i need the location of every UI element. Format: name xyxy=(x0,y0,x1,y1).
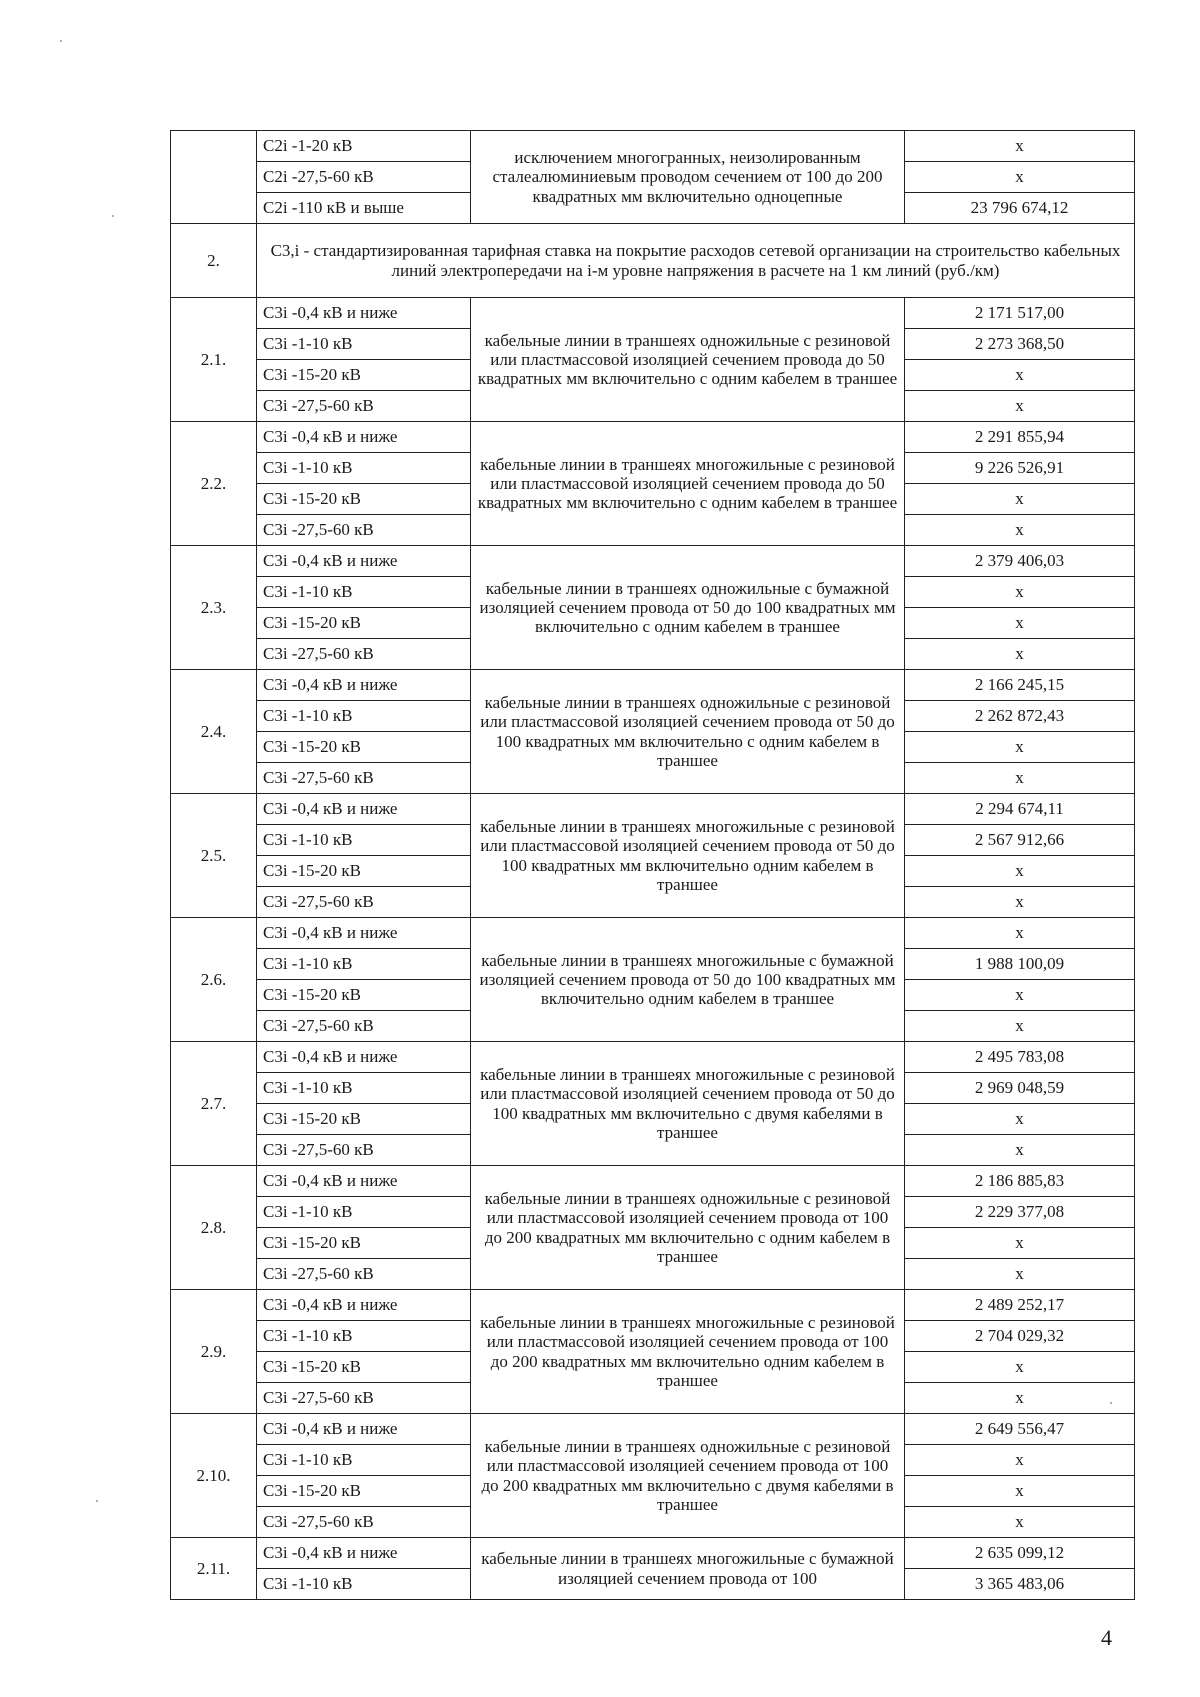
table-row xyxy=(171,422,1135,453)
line-description-cell: кабельные линии в траншеях многожильные с резиновой или пластмассовой изоляцией сечением провода от 100 до 200 квадратных мм включительно одним кабелем в траншее xyxy=(471,1290,905,1414)
rate-value-cell: x xyxy=(905,1104,1135,1135)
rate-value-cell: 2 273 368,50 xyxy=(905,329,1135,360)
rate-code-cell: C2i -110 кВ и выше xyxy=(257,193,471,224)
table-row xyxy=(171,794,1135,825)
rate-code-cell: C3i -0,4 кВ и ниже xyxy=(257,1290,471,1321)
scan-speck xyxy=(112,215,114,217)
page-number: 4 xyxy=(1101,1625,1112,1650)
table-row xyxy=(171,918,1135,949)
rate-value-cell: 2 171 517,00 xyxy=(905,298,1135,329)
rate-code-cell: C2i -27,5-60 кВ xyxy=(257,162,471,193)
line-description-cell: кабельные линии в траншеях одножильные с бумажной изоляцией сечением провода от 50 до 100 квадратных мм включительно с одним кабелем в траншее xyxy=(471,546,905,670)
rate-code-cell: C3i -15-20 кВ xyxy=(257,484,471,515)
line-description-cell: кабельные линии в траншеях одножильные с резиновой или пластмассовой изоляцией сечением провода от 100 до 200 квадратных мм включительно с одним кабелем в траншее xyxy=(471,1166,905,1290)
rate-code-cell: C3i -27,5-60 кВ xyxy=(257,639,471,670)
rate-value-cell: x xyxy=(905,1259,1135,1290)
rate-code-cell: C3i -15-20 кВ xyxy=(257,856,471,887)
rate-value-cell: 9 226 526,91 xyxy=(905,453,1135,484)
line-description-cell: кабельные линии в траншеях многожильные с бумажной изоляцией сечением провода от 100 xyxy=(471,1538,905,1600)
line-description-cell: кабельные линии в траншеях одножильные с резиновой или пластмассовой изоляцией сечением провода от 100 до 200 квадратных мм включительно с двумя кабелями в траншее xyxy=(471,1414,905,1538)
rate-code-cell: C3i -15-20 кВ xyxy=(257,1476,471,1507)
rate-value-cell: 2 635 099,12 xyxy=(905,1538,1135,1569)
rate-code-cell: C3i -0,4 кВ и ниже xyxy=(257,422,471,453)
rate-value-cell: x xyxy=(905,391,1135,422)
rate-value-cell: 2 495 783,08 xyxy=(905,1042,1135,1073)
rate-value-cell: x xyxy=(905,856,1135,887)
rate-value-cell: 2 969 048,59 xyxy=(905,1073,1135,1104)
table-row xyxy=(171,1538,1135,1569)
rate-code-cell: C2i -1-20 кВ xyxy=(257,131,471,162)
rate-code-cell: C3i -15-20 кВ xyxy=(257,1352,471,1383)
rate-code-cell: C3i -15-20 кВ xyxy=(257,608,471,639)
line-description-cell: кабельные линии в траншеях многожильные с резиновой или пластмассовой изоляцией сечением провода до 50 квадратных мм включительно с одним кабелем в траншее xyxy=(471,422,905,546)
group-number-cell: 2.3. xyxy=(171,546,257,670)
rate-code-cell: C3i -1-10 кВ xyxy=(257,1197,471,1228)
rate-code-cell: C3i -0,4 кВ и ниже xyxy=(257,670,471,701)
rate-value-cell: x xyxy=(905,1011,1135,1042)
rate-code-cell: C3i -1-10 кВ xyxy=(257,329,471,360)
rate-code-cell: C3i -1-10 кВ xyxy=(257,949,471,980)
rate-code-cell: C3i -27,5-60 кВ xyxy=(257,1011,471,1042)
rate-code-cell: C3i -27,5-60 кВ xyxy=(257,1507,471,1538)
line-description-cell: кабельные линии в траншеях одножильные с резиновой или пластмассовой изоляцией сечением провода от 50 до 100 квадратных мм включительно с одним кабелем в траншее xyxy=(471,670,905,794)
rate-value-cell: x xyxy=(905,763,1135,794)
table-row xyxy=(171,1414,1135,1445)
rate-value-cell: 2 262 872,43 xyxy=(905,701,1135,732)
rate-code-cell: C3i -0,4 кВ и ниже xyxy=(257,1538,471,1569)
rate-value-cell: 2 649 556,47 xyxy=(905,1414,1135,1445)
table-row xyxy=(171,1166,1135,1197)
rate-value-cell: x xyxy=(905,577,1135,608)
section-number-cell: 2. xyxy=(171,224,257,298)
tariff-table xyxy=(170,130,1135,1600)
group-number-cell: 2.10. xyxy=(171,1414,257,1538)
rate-value-cell: x xyxy=(905,1135,1135,1166)
rate-code-cell: C3i -0,4 кВ и ниже xyxy=(257,1166,471,1197)
table-row xyxy=(171,546,1135,577)
line-description-cell: кабельные линии в траншеях многожильные с резиновой или пластмассовой изоляцией сечением провода от 50 до 100 квадратных мм включительно одним кабелем в траншее xyxy=(471,794,905,918)
rate-code-cell: C3i -1-10 кВ xyxy=(257,1569,471,1600)
group-number-cell: 2.4. xyxy=(171,670,257,794)
rate-value-cell: x xyxy=(905,1507,1135,1538)
row-number-cell xyxy=(171,131,257,224)
line-description-cell: кабельные линии в траншеях многожильные с бумажной изоляцией сечением провода от 50 до 100 квадратных мм включительно одним кабелем в траншее xyxy=(471,918,905,1042)
group-number-cell: 2.9. xyxy=(171,1290,257,1414)
section-title-cell: C3,i - стандартизированная тарифная ставка на покрытие расходов сетевой организации на строительство кабельных линий электропередачи на i-м уровне напряжения в расчете на 1 км линий (руб./км) xyxy=(257,224,1135,298)
rate-code-cell: C3i -1-10 кВ xyxy=(257,1321,471,1352)
table-row xyxy=(171,131,1135,162)
rate-code-cell: C3i -15-20 кВ xyxy=(257,360,471,391)
rate-code-cell: C3i -0,4 кВ и ниже xyxy=(257,918,471,949)
rate-value-cell: x xyxy=(905,732,1135,763)
scan-speck xyxy=(96,1500,98,1502)
rate-code-cell: C3i -15-20 кВ xyxy=(257,732,471,763)
rate-value-cell: 2 379 406,03 xyxy=(905,546,1135,577)
rate-value-cell: 2 229 377,08 xyxy=(905,1197,1135,1228)
rate-code-cell: C3i -1-10 кВ xyxy=(257,453,471,484)
rate-value-cell: 2 489 252,17 xyxy=(905,1290,1135,1321)
rate-value-cell: x xyxy=(905,162,1135,193)
rate-code-cell: C3i -27,5-60 кВ xyxy=(257,391,471,422)
group-number-cell: 2.2. xyxy=(171,422,257,546)
tariff-table-body xyxy=(171,131,1135,1600)
scan-speck xyxy=(60,40,62,42)
group-number-cell: 2.11. xyxy=(171,1538,257,1600)
table-row xyxy=(171,298,1135,329)
rate-value-cell: x xyxy=(905,1445,1135,1476)
rate-code-cell: C3i -0,4 кВ и ниже xyxy=(257,1042,471,1073)
rate-code-cell: C3i -27,5-60 кВ xyxy=(257,1383,471,1414)
rate-value-cell: x xyxy=(905,887,1135,918)
rate-value-cell: 2 291 855,94 xyxy=(905,422,1135,453)
group-number-cell: 2.1. xyxy=(171,298,257,422)
line-description-cell: кабельные линии в траншеях многожильные с резиновой или пластмассовой изоляцией сечением провода от 50 до 100 квадратных мм включительно с двумя кабелями в траншее xyxy=(471,1042,905,1166)
rate-code-cell: C3i -0,4 кВ и ниже xyxy=(257,794,471,825)
rate-code-cell: C3i -27,5-60 кВ xyxy=(257,887,471,918)
rate-value-cell: x xyxy=(905,639,1135,670)
section-heading-row xyxy=(171,224,1135,298)
rate-value-cell: x xyxy=(905,980,1135,1011)
rate-code-cell: C3i -15-20 кВ xyxy=(257,1228,471,1259)
group-number-cell: 2.8. xyxy=(171,1166,257,1290)
rate-code-cell: C3i -15-20 кВ xyxy=(257,980,471,1011)
rate-value-cell: x xyxy=(905,1352,1135,1383)
line-description-cell: кабельные линии в траншеях одножильные с резиновой или пластмассовой изоляцией сечением провода до 50 квадратных мм включительно с одним кабелем в траншее xyxy=(471,298,905,422)
rate-code-cell: C3i -0,4 кВ и ниже xyxy=(257,1414,471,1445)
rate-value-cell: 2 567 912,66 xyxy=(905,825,1135,856)
rate-value-cell: 1 988 100,09 xyxy=(905,949,1135,980)
table-row xyxy=(171,1042,1135,1073)
rate-value-cell: 2 166 245,15 xyxy=(905,670,1135,701)
rate-value-cell: x xyxy=(905,608,1135,639)
rate-value-cell: x xyxy=(905,515,1135,546)
rate-code-cell: C3i -27,5-60 кВ xyxy=(257,763,471,794)
rate-code-cell: C3i -1-10 кВ xyxy=(257,825,471,856)
rate-code-cell: C3i -1-10 кВ xyxy=(257,577,471,608)
rate-code-cell: C3i -27,5-60 кВ xyxy=(257,1135,471,1166)
rate-code-cell: C3i -1-10 кВ xyxy=(257,701,471,732)
rate-value-cell: x xyxy=(905,484,1135,515)
rate-value-cell: 23 796 674,12 xyxy=(905,193,1135,224)
rate-value-cell: 2 704 029,32 xyxy=(905,1321,1135,1352)
line-description-cell: исключением многогранных, неизолированным сталеалюминиевым проводом сечением от 100 до 200 квадратных мм включительно одноцепные xyxy=(471,131,905,224)
rate-value-cell: x xyxy=(905,1383,1135,1414)
rate-value-cell: x xyxy=(905,131,1135,162)
rate-code-cell: C3i -0,4 кВ и ниже xyxy=(257,546,471,577)
group-number-cell: 2.6. xyxy=(171,918,257,1042)
rate-value-cell: 2 294 674,11 xyxy=(905,794,1135,825)
group-number-cell: 2.7. xyxy=(171,1042,257,1166)
group-number-cell: 2.5. xyxy=(171,794,257,918)
table-row xyxy=(171,1290,1135,1321)
scan-speck xyxy=(1110,1402,1112,1404)
rate-value-cell: x xyxy=(905,1476,1135,1507)
rate-value-cell: x xyxy=(905,918,1135,949)
table-row xyxy=(171,670,1135,701)
rate-code-cell: C3i -15-20 кВ xyxy=(257,1104,471,1135)
rate-code-cell: C3i -1-10 кВ xyxy=(257,1073,471,1104)
rate-code-cell: C3i -27,5-60 кВ xyxy=(257,1259,471,1290)
rate-value-cell: x xyxy=(905,1228,1135,1259)
rate-code-cell: C3i -0,4 кВ и ниже xyxy=(257,298,471,329)
rate-code-cell: C3i -1-10 кВ xyxy=(257,1445,471,1476)
rate-value-cell: 2 186 885,83 xyxy=(905,1166,1135,1197)
rate-value-cell: 3 365 483,06 xyxy=(905,1569,1135,1600)
rate-value-cell: x xyxy=(905,360,1135,391)
rate-code-cell: C3i -27,5-60 кВ xyxy=(257,515,471,546)
